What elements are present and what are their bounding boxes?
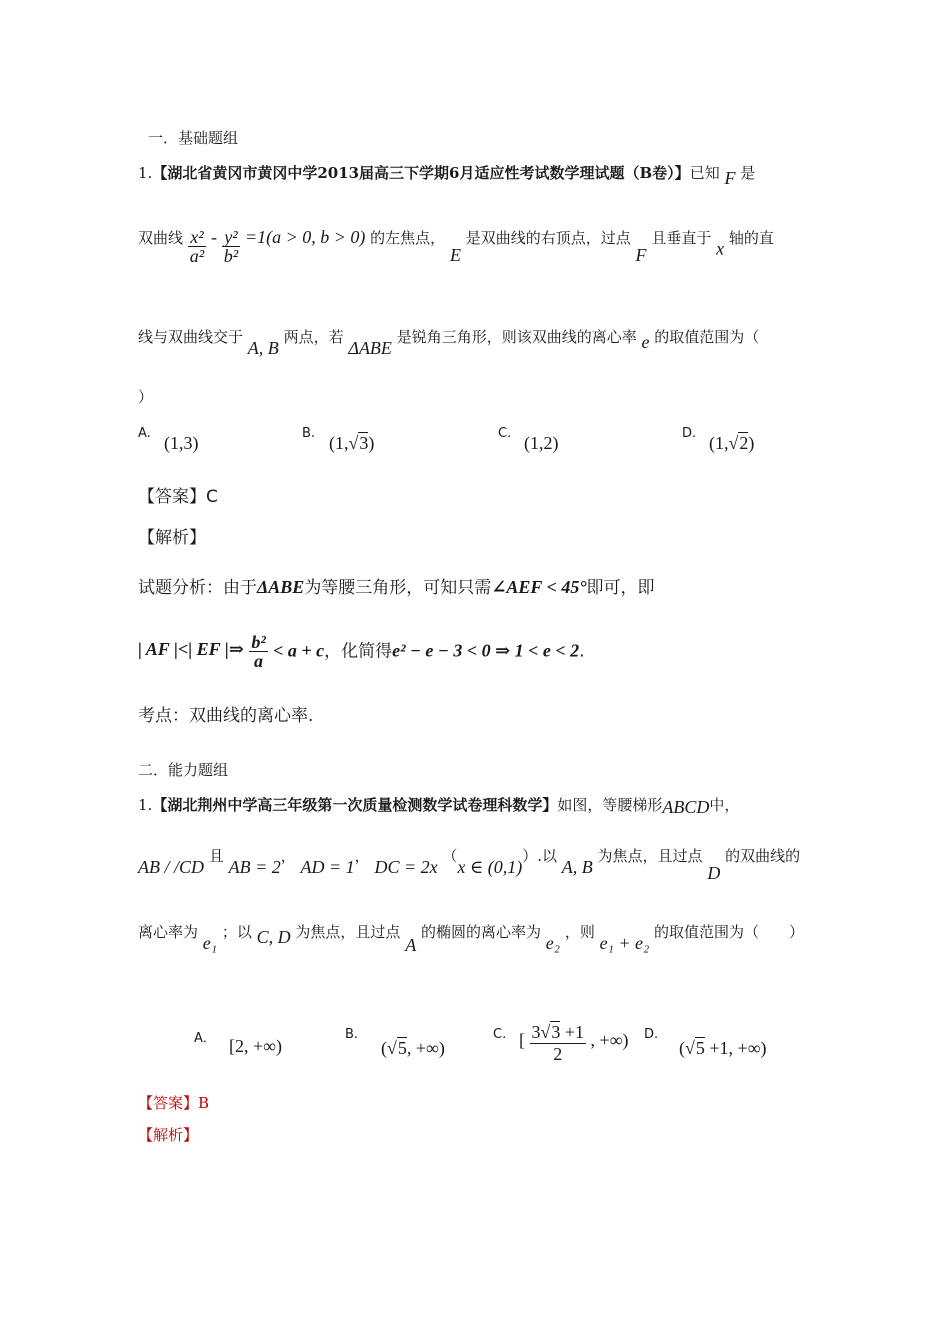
analysis-line1: 试题分析：由于ΔABE为等腰三角形，可知只需∠AEF < 45°即可，即	[138, 577, 655, 598]
fraction-b2-a: $\frac{\text{b²}}{a}$	[251, 632, 266, 671]
question2-line2: AB / /CD 且 AB = 2， AD = 1， DC = 2x （x ∈ (0,1)）.以 A, B 为焦点，且过点 D 的双曲线的	[138, 847, 801, 883]
math-dc: DC = 2x	[374, 857, 438, 877]
question-text: 是	[740, 164, 756, 182]
answer-1: 【答案】C	[138, 487, 218, 507]
fraction-x2-a2: $\frac{\text{x²}}{\text{a²}}$	[189, 227, 205, 266]
equation-rest: =1(a > 0, b > 0)	[244, 226, 366, 247]
question1-line4: ）	[138, 388, 154, 406]
option-a-label: A．	[194, 1031, 216, 1046]
question-text: 的左焦点，	[370, 228, 446, 247]
section1-heading: 一．基础题组	[148, 129, 239, 147]
question-text: 的取值范围为（	[654, 328, 760, 346]
math-e1: e₁	[202, 933, 218, 953]
question1-line3	[138, 327, 760, 358]
option-b[interactable]: (√5, +∞)	[381, 1038, 445, 1058]
option-b[interactable]: (1,√3)	[329, 433, 375, 453]
analysis-label-2: 【解析】	[138, 1126, 199, 1144]
question-source: 【湖北荆州中学高三年级第一次质量检测数学试卷理科数学】	[152, 796, 558, 814]
math-angle-condition: ∠AEF < 45°	[491, 577, 587, 597]
math-simplified: e² − e − 3 < 0 ⇒ 1 < e < 2	[392, 640, 580, 661]
question2-line3: 离心率为 e₁ ；以 C, D 为焦点，且过点 A 的椭圆的离心率为 e₂ ，则 e₁ + e₂ 的取值范围为（ ）	[138, 923, 805, 955]
math-ad: AD = 1	[300, 857, 355, 877]
question-text: 双曲线	[138, 228, 184, 247]
option-a[interactable]: [2, +∞)	[229, 1036, 282, 1056]
math-var-F: F	[724, 168, 736, 188]
minus-sign: -	[210, 226, 217, 247]
question-text: 线与双曲线交于	[138, 328, 244, 346]
answer-2	[138, 1096, 209, 1111]
answer-label: 【答案】	[138, 1094, 199, 1112]
math-inequality: | AF |<| EF |⇒	[138, 638, 244, 659]
question1-line1	[138, 163, 756, 188]
math-ab: AB = 2	[228, 857, 281, 877]
math-parallel: AB / /CD	[138, 857, 204, 877]
question-text: 已知	[689, 164, 720, 182]
question-text: 且垂直于	[651, 228, 712, 247]
option-a[interactable]: (1,3)	[164, 433, 199, 453]
math-var-ABCD: ABCD	[662, 797, 710, 817]
math-e2: e₂	[545, 933, 561, 953]
option-c-label: C.	[498, 426, 512, 441]
math-x-range: x ∈ (0,1)	[457, 857, 523, 877]
math-A: A	[405, 935, 417, 955]
question-source: 【湖北省黄冈市黄冈中学2013届高三下学期6月适应性考试数学理试题（B卷）】	[152, 164, 690, 182]
math-CD: C, D	[256, 927, 291, 947]
math-var-E: E	[449, 244, 461, 265]
math-var-AB: A, B	[247, 338, 279, 358]
option-d[interactable]: (1,√2)	[709, 433, 755, 453]
question1-line2	[138, 226, 774, 269]
fraction-option-c: $\frac{3√3 +1}{2}$	[531, 1022, 585, 1064]
option-c[interactable]: [ $\frac{3√3 +1}{2}$ , +∞)	[519, 1022, 629, 1064]
analysis-label-1: 【解析】	[138, 528, 206, 548]
option-c-label: C.	[493, 1027, 507, 1042]
question-text: 轴的直	[728, 228, 774, 247]
math-inequality: < a + c	[273, 640, 325, 661]
math-var-x: x	[716, 238, 725, 259]
option-b-label: B.	[345, 1027, 359, 1042]
option-a-label: A.	[138, 426, 151, 441]
question-text: 两点，若	[283, 328, 344, 346]
math-var-e: e	[641, 332, 650, 352]
math-e1-plus-e2: e₁ + e₂	[599, 933, 650, 953]
option-d-label: D.	[644, 1027, 659, 1042]
math-D: D	[707, 863, 721, 883]
question-number: 1.	[138, 164, 153, 182]
section2-heading: 二．能力题组	[138, 761, 229, 779]
math-var-F: F	[635, 244, 647, 265]
question2-line1: 1.【湖北荆州中学高三年级第一次质量检测数学试卷理科数学】如图，等腰梯形ABCD中，	[138, 796, 740, 817]
fraction-y2-b2: $\frac{\text{y²}}{\text{b²}}$	[223, 227, 239, 266]
question-text: 是双曲线的右顶点，过点	[465, 228, 631, 247]
question-text: 是锐角三角形，则该双曲线的离心率	[396, 328, 637, 346]
option-c[interactable]: (1,2)	[524, 433, 559, 453]
point-1: 考点：双曲线的离心率.	[138, 706, 314, 726]
analysis-line2: | AF |<| EF |⇒ $\frac{\text{b²}}{a}$ < a + c，化简得e² − e − 3 < 0 ⇒ 1 < e < 2.	[138, 632, 585, 671]
option-d-label: D.	[682, 426, 697, 441]
answer-value: B	[198, 1094, 210, 1112]
math-triangle-ABE: ΔABE	[257, 577, 305, 597]
option-b-label: B.	[302, 426, 316, 441]
math-triangle-ABE: ΔABE	[348, 338, 392, 358]
math-AB: A, B	[561, 857, 593, 877]
option-d[interactable]: (√5 +1, +∞)	[679, 1038, 767, 1058]
